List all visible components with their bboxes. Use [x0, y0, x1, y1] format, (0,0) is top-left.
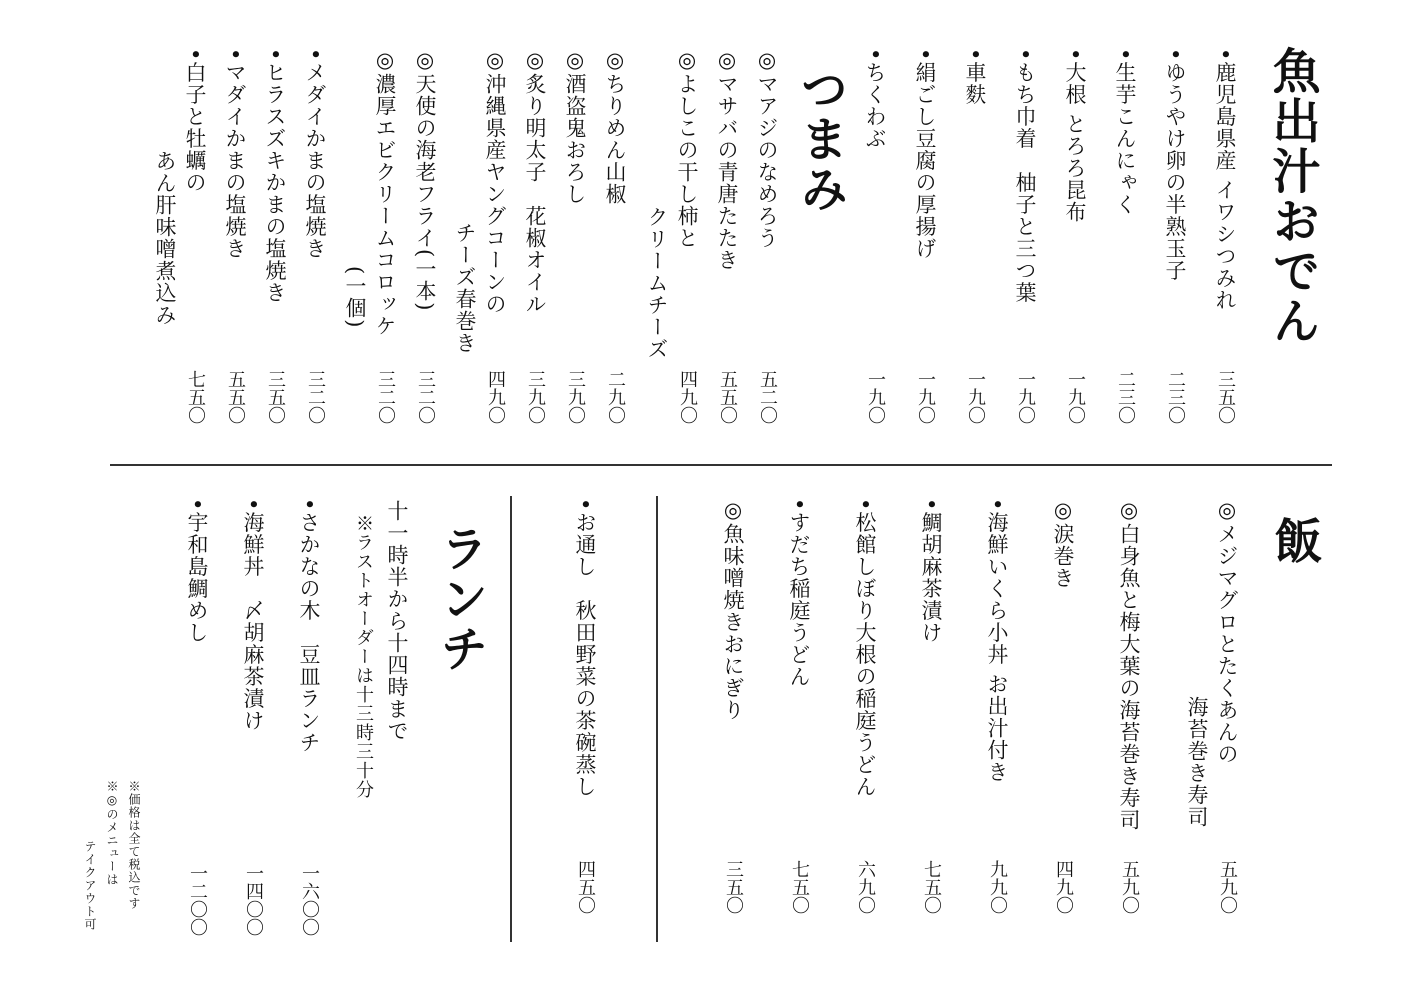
list-item: ◎濃厚エビクリームコロッケ: [373, 48, 397, 337]
item-price: 五五〇: [717, 370, 738, 424]
item-price: 二三〇: [1115, 370, 1136, 424]
item-price: 一九〇: [865, 370, 886, 424]
item-price: 四五〇: [575, 860, 596, 914]
item-price: 一四〇〇: [243, 864, 264, 936]
item-price: 三五〇: [1215, 370, 1236, 424]
item-price: 五九〇: [1119, 860, 1140, 914]
list-item: •海鮮いくら小丼 お出汁付き: [985, 498, 1009, 784]
item-price: 三二〇: [415, 370, 436, 424]
list-item: •白子と牡蠣の: [183, 48, 207, 194]
list-item: •車麩: [963, 48, 987, 106]
item-price: 二九〇: [605, 370, 626, 424]
list-item: ◎マサバの青唐たたき: [715, 48, 739, 271]
item-price: 一六〇〇: [299, 864, 320, 936]
item-price: 一九〇: [1065, 370, 1086, 424]
list-item: •ちくわぶ: [863, 48, 887, 150]
list-item-continued: チーズ春巻き: [453, 222, 477, 354]
list-item: •鹿児島県産 イワシつみれ: [1213, 48, 1237, 312]
item-price: 一二〇〇: [187, 864, 208, 936]
otoshi-item: •お通し 秋田野菜の茶碗蒸し: [573, 498, 597, 798]
list-item: •海鮮丼 〆胡麻茶漬け: [241, 498, 265, 732]
item-price: 四九〇: [1053, 860, 1074, 914]
list-item: •鯛胡麻茶漬け: [919, 498, 943, 644]
oden-title: 魚出汁おでん: [1264, 46, 1320, 346]
list-item: ◎マアジのなめろう: [755, 48, 779, 249]
list-item-continued: (一個): [343, 266, 367, 329]
lunch-title: ランチ: [432, 524, 488, 674]
item-price: 二三〇: [1165, 370, 1186, 424]
list-item: •さかなの木 豆皿ランチ: [297, 498, 321, 754]
item-price: 三二〇: [375, 370, 396, 424]
list-item: •松館しぼり大根の稲庭うどん: [853, 498, 877, 798]
list-item: ◎炙り明太子 花椒オイル: [523, 48, 547, 315]
takeout-note: ※◎のメニューは: [105, 780, 119, 886]
list-item: ◎沖縄県産ヤングコーンの: [483, 48, 507, 315]
list-item: ◎天使の海老フライ(一本): [413, 48, 437, 312]
item-price: 三九〇: [565, 370, 586, 424]
item-price: 六九〇: [855, 860, 876, 914]
list-item: ◎白身魚と梅大葉の海苔巻き寿司: [1117, 498, 1141, 831]
item-price: 三五〇: [265, 370, 286, 424]
list-item: •もち巾着 柚子と三つ葉: [1013, 48, 1037, 304]
item-price: 五五〇: [225, 370, 246, 424]
list-item: •マダイかまの塩焼き: [223, 48, 247, 260]
item-price: 七五〇: [921, 860, 942, 914]
vertical-divider: [656, 496, 658, 942]
item-price: 九九〇: [987, 860, 1008, 914]
lunch-last-order: ※ラストオーダーは十三時三十分: [353, 514, 374, 799]
list-item: ◎涙巻き: [1051, 498, 1075, 589]
item-price: 四九〇: [485, 370, 506, 424]
list-item: •宇和島鯛めし: [185, 498, 209, 644]
item-price: 七五〇: [789, 860, 810, 914]
list-item: ◎魚味噌焼きおにぎり: [721, 498, 745, 721]
list-item: •メダイかまの塩焼き: [303, 48, 327, 260]
item-price: 一九〇: [915, 370, 936, 424]
list-item: •絹ごし豆腐の厚揚げ: [913, 48, 937, 260]
item-price: 五二〇: [757, 370, 778, 424]
list-item: ◎ちりめん山椒: [603, 48, 627, 205]
item-price: 一九〇: [1015, 370, 1036, 424]
list-item: •生芋こんにゃく: [1113, 48, 1137, 216]
vertical-divider: [510, 496, 512, 942]
list-item: •ヒラスズキかまの塩焼き: [263, 48, 287, 304]
takeout-note-continued: テイクアウト可: [83, 840, 97, 931]
list-item: ◎酒盗鬼おろし: [563, 48, 587, 205]
horizontal-divider: [110, 464, 1332, 466]
item-price: 三二〇: [305, 370, 326, 424]
list-item-continued: クリームチーズ: [645, 206, 669, 360]
item-price: 五九〇: [1217, 860, 1238, 914]
item-price: 三五〇: [723, 860, 744, 914]
price-note: ※価格は全て税込です: [127, 780, 141, 910]
item-price: 四九〇: [677, 370, 698, 424]
list-item: ◎よしこの干し柿と: [675, 48, 699, 249]
list-item: ◎メジマグロとたくあんの: [1215, 498, 1239, 765]
lunch-hours: 十一時半から十四時まで: [385, 500, 409, 742]
item-price: 三九〇: [525, 370, 546, 424]
list-item: •大根 とろろ昆布: [1063, 48, 1087, 224]
list-item-continued: 海苔巻き寿司: [1185, 696, 1209, 828]
meshi-title: 飯: [1266, 516, 1322, 566]
list-item-continued: あん肝味噌煮込み: [153, 150, 177, 326]
tsumami-title: つまみ: [792, 64, 848, 214]
item-price: 七五〇: [185, 370, 206, 424]
list-item: •すだち稲庭うどん: [787, 498, 811, 688]
list-item: •ゆうやけ卵の半熟玉子: [1163, 48, 1187, 282]
item-price: 一九〇: [965, 370, 986, 424]
